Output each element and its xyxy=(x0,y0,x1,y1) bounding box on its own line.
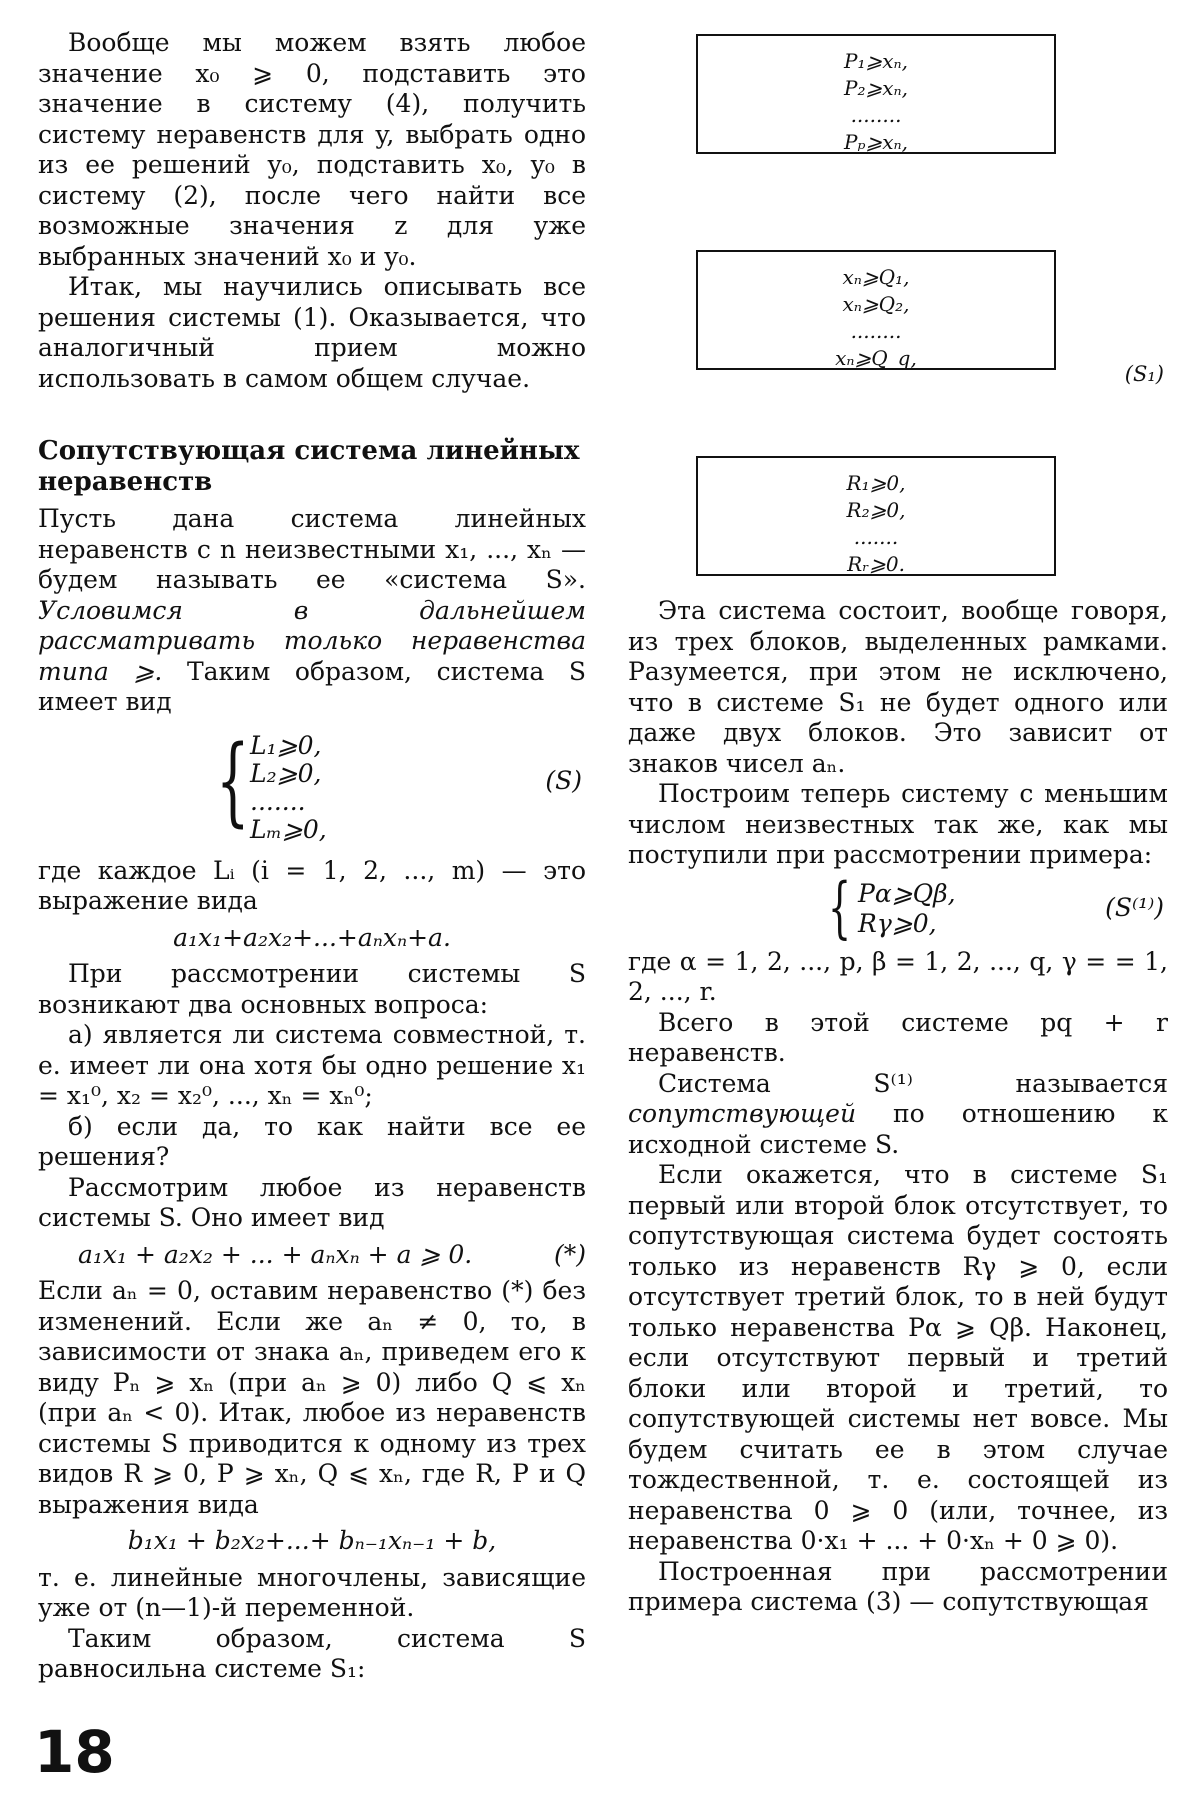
box-line: Pₚ⩾xₙ, xyxy=(844,130,908,154)
paragraph: Пусть дана система линейных неравенств с n неизвестными x₁, ..., xₙ — будем называть ее «система S». Условимся в дальнейшем рассматривать только неравенства типа ⩾. Таким образом, система S имеет вид xyxy=(38,504,587,716)
right-column xyxy=(628,28,1168,1618)
block-box-r xyxy=(696,456,1056,576)
paragraph: Итак, мы научились описывать все решения системы (1). Оказывается, что аналогичный прием можно использовать в самом общем случае. xyxy=(38,272,586,393)
system-line: Pα⩾Qβ, xyxy=(858,878,956,908)
paragraph: т. е. линейные многочлены, зависящие уже от (n—1)-й переменной. xyxy=(38,1562,586,1622)
section-heading: Сопутствующая система линейных неравенств xyxy=(38,436,580,497)
system-line: Lₘ⩾0, xyxy=(250,814,327,844)
paragraph: Всего в этой системе pq + r неравенств. xyxy=(628,1007,1168,1067)
system-label: (S⁽¹⁾) xyxy=(1105,892,1164,922)
brace-icon: { xyxy=(828,868,852,946)
system-line: Rγ⩾0, xyxy=(858,908,937,938)
paragraph: Если aₙ = 0, оставим неравенство (*) без изменений. Если же aₙ ≠ 0, то, в зависимости от знака aₙ, приведем его к виду Pₙ ⩾ xₙ (при aₙ ⩾ 0) либо Q ⩽ xₙ (при aₙ < 0). Итак, любое из неравенств системы S приводится к одному из трех видов R ⩾ 0, P ⩾ xₙ, Q ⩽ xₙ, где R, P и Q выражения вида xyxy=(38,1276,586,1519)
paragraph: Система S⁽¹⁾ называется сопутствующей по отношению к исходной системе S. xyxy=(628,1068,1168,1159)
paragraph: Вообще мы можем взять любое значение x₀ ⩾ 0, подставить это значение в систему (4), получить систему неравенств для y, выбрать одно из ее решений y₀, подставить x₀, y₀ в систему (2), после чего найти все возможные значения z для уже выбранных значений x₀ и y₀. xyxy=(38,28,586,271)
brace-icon: { xyxy=(216,724,250,837)
paragraph: б) если да, то как найти все ее решения? xyxy=(38,1111,586,1171)
box-line: xₙ⩾Q₁, xyxy=(842,265,910,289)
formula-label: (*) xyxy=(553,1239,586,1269)
paragraph: Построенная при рассмотрении примера система (3) — сопутствующая xyxy=(628,1556,1168,1616)
formula-row xyxy=(38,1240,586,1271)
system-line: ....... xyxy=(250,786,306,816)
paragraph: Эта система состоит, вообще говоря, из трех блоков, выделенных рамками. Разумеется, при этом не исключено, что в системе S₁ не будет одного или даже двух блоков. Это зависит от знаков чисел aₙ. xyxy=(628,596,1168,778)
paragraph: Таким образом, система S равносильна системе S₁: xyxy=(38,1623,586,1683)
block-box-p xyxy=(696,34,1056,154)
box-line: xₙ⩾Q_q, xyxy=(835,346,917,370)
system-label: (S₁) xyxy=(1124,362,1164,386)
box-line: ........ xyxy=(850,319,902,343)
page-number: 18 xyxy=(34,1718,115,1786)
system-label: (S) xyxy=(545,765,582,795)
box-line: P₂⩾xₙ, xyxy=(844,76,908,100)
box-line: P₁⩾xₙ, xyxy=(844,49,908,73)
formula: a₁x₁ + a₂x₂ + ... + aₙxₙ + a ⩾ 0. xyxy=(78,1239,473,1269)
box-line: ....... xyxy=(853,525,899,549)
left-column xyxy=(38,28,586,1685)
box-line: Rᵣ⩾0. xyxy=(847,552,905,576)
paragraph: а) является ли система совместной, т. е. имеет ли она хотя бы одно решение x₁ = x₁⁰, x₂ = x₂⁰, ..., xₙ = xₙ⁰; xyxy=(38,1020,586,1110)
box-line: xₙ⩾Q₂, xyxy=(842,292,910,316)
system-s xyxy=(38,726,586,850)
system-line: L₂⩾0, xyxy=(250,758,322,788)
paragraph: При рассмотрении системы S возникают два основных вопроса: xyxy=(38,959,586,1019)
paragraph: где α = 1, 2, ..., p, β = 1, 2, ..., q, γ = = 1, 2, ..., r. xyxy=(628,946,1168,1006)
formula: a₁x₁+a₂x₂+...+aₙxₙ+a. xyxy=(173,922,451,952)
box-line: R₁⩾0, xyxy=(846,471,906,495)
paragraph: Если окажется, что в системе S₁ первый или второй блок отсутствует, то сопутствующая система будет состоять только из неравенств Rγ ⩾ 0, если отсутствует третий блок, то в ней будут только неравенства Pα ⩾ Qβ. Наконец, если отсутствуют первый и третий блоки или второй и третий, то сопутствующей системы нет вовсе. Мы будем считать ее в этом случае тождественной, т. е. состоящей из неравенства 0 ⩾ 0 (или, точнее, из неравенства 0·x₁ + ... + 0·xₙ + 0 ⩾ 0). xyxy=(628,1160,1168,1555)
system-s1 xyxy=(628,868,1168,946)
system-line: L₁⩾0, xyxy=(250,730,322,760)
paragraph: где каждое Lᵢ (i = 1, 2, ..., m) — это выражение вида xyxy=(38,855,586,915)
paragraph: Рассмотрим любое из неравенств системы S. Оно имеет вид xyxy=(38,1172,586,1232)
paragraph: Построим теперь систему с меньшим числом неизвестных так же, как мы поступили при рассмотрении примера: xyxy=(628,779,1168,869)
box-line: ........ xyxy=(850,103,902,127)
formula: b₁x₁ + b₂x₂+...+ bₙ₋₁xₙ₋₁ + b, xyxy=(127,1526,497,1555)
box-line: R₂⩾0, xyxy=(846,498,906,522)
block-box-q xyxy=(696,250,1164,386)
